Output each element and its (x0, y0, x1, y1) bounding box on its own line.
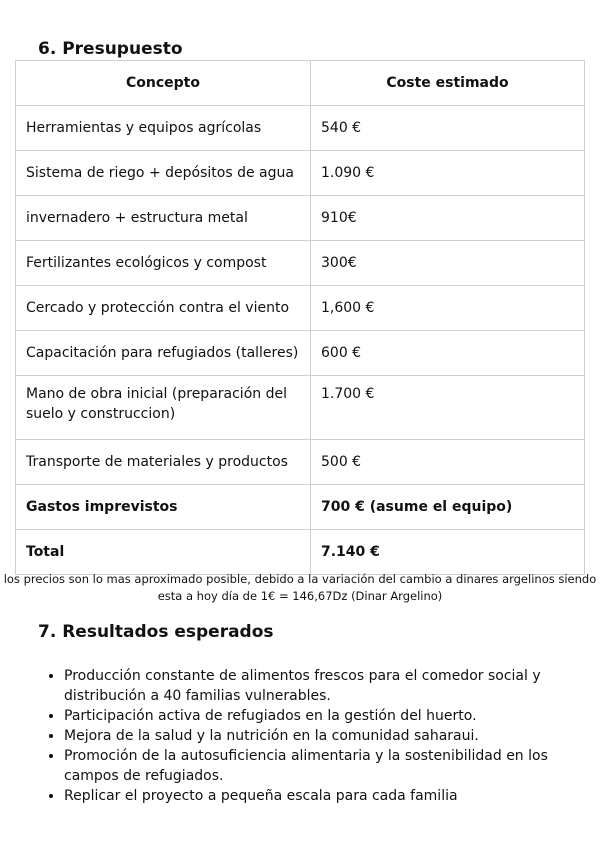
table-row (16, 151, 585, 196)
table-row (16, 376, 585, 440)
cost-cell: 7.140 € (311, 530, 585, 575)
concept-cell: Fertilizantes ecológicos y compost (16, 241, 311, 286)
results-list (40, 666, 574, 806)
list-item: • Promoción de la autosuficiencia alimentaria y la sostenibilidad en los campos de refugiados. (64, 746, 574, 786)
concept-cell: Herramientas y equipos agrícolas (16, 106, 311, 151)
cost-cell: 540 € (311, 106, 585, 151)
concept-cell: Transporte de materiales y productos (16, 440, 311, 485)
header-coste: Coste estimado (311, 61, 585, 106)
cost-cell: 1,600 € (311, 286, 585, 331)
list-item: • Participación activa de refugiados en la gestión del huerto. (64, 706, 574, 726)
cost-cell: 1.700 € (311, 376, 585, 440)
table-header (16, 61, 585, 106)
budget-table (15, 60, 585, 575)
cost-cell: 600 € (311, 331, 585, 376)
cost-cell: 300€ (311, 241, 585, 286)
cost-cell: 700 € (asume el equipo) (311, 485, 585, 530)
table-row (16, 196, 585, 241)
concept-cell: Mano de obra inicial (preparación del suelo y construccion) (16, 376, 311, 440)
concept-cell: invernadero + estructura metal (16, 196, 311, 241)
header-concepto: Concepto (16, 61, 311, 106)
concept-cell: Total (16, 530, 311, 575)
table-row (16, 331, 585, 376)
table-row (16, 530, 585, 575)
list-item: • Producción constante de alimentos frescos para el comedor social y distribución a 40 familias vulnerables. (64, 666, 574, 706)
price-note: los precios son lo mas aproximado posible, debido a la variación del cambio a dinares argelinos siendo esta a hoy día de 1€ = 146,67Dz (Dinar Argelino) (3, 572, 597, 603)
cost-cell: 1.090 € (311, 151, 585, 196)
section-title-resultados: 7. Resultados esperados (38, 622, 274, 642)
table-row (16, 106, 585, 151)
cost-cell: 500 € (311, 440, 585, 485)
table-row (16, 241, 585, 286)
concept-cell: Sistema de riego + depósitos de agua (16, 151, 311, 196)
table-row (16, 440, 585, 485)
section-title-presupuesto: 6. Presupuesto (38, 39, 183, 59)
cost-cell: 910€ (311, 196, 585, 241)
table-row (16, 485, 585, 530)
list-item: • Mejora de la salud y la nutrición en la comunidad saharaui. (64, 726, 574, 746)
table-row (16, 286, 585, 331)
concept-cell: Gastos imprevistos (16, 485, 311, 530)
concept-cell: Capacitación para refugiados (talleres) (16, 331, 311, 376)
concept-cell: Cercado y protección contra el viento (16, 286, 311, 331)
list-item: • Replicar el proyecto a pequeña escala para cada familia (64, 786, 574, 806)
